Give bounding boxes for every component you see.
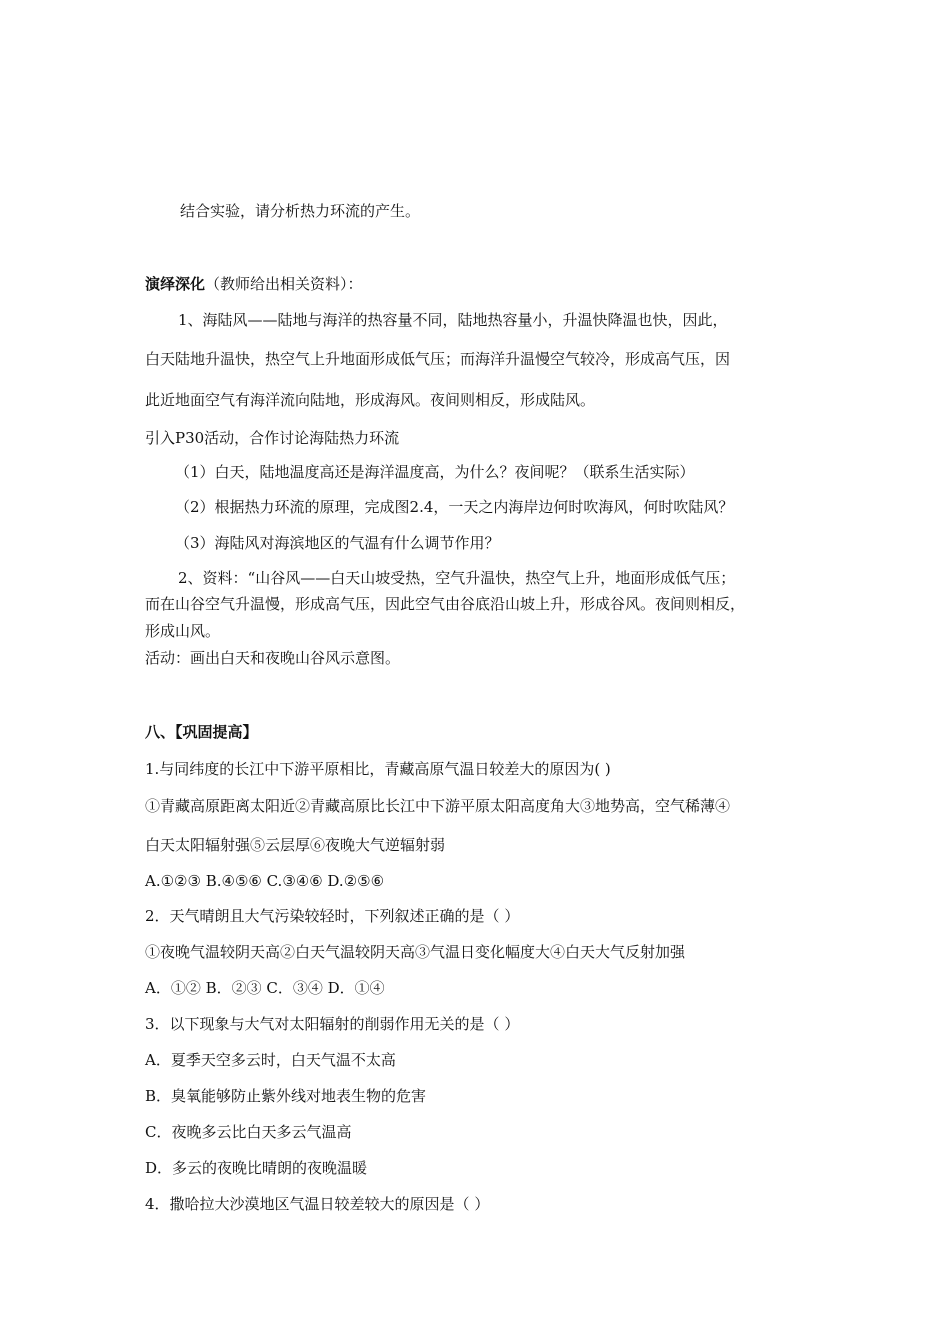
question-1-options-line-2: 白天太阳辐射强⑤云层厚⑥夜晚大气逆辐射弱 <box>145 836 446 854</box>
sea-land-breeze-line-3: 此近地面空气有海洋流向陆地，形成海风。夜间则相反，形成陆风。 <box>145 391 596 409</box>
valley-breeze-line-2: 而在山谷空气升温慢，形成高气压，因此空气由谷底沿山坡上升，形成谷风。夜间则相反， <box>145 595 746 613</box>
intro-text: 结合实验，请分析热力环流的产生。 <box>180 202 421 220</box>
question-2-stem: 2．天气晴朗且大气污染较轻时，下列叙述正确的是（ ） <box>145 907 520 925</box>
deduction-heading-line <box>145 274 363 294</box>
consolidation-heading: 八、【巩固提高】 <box>145 723 258 741</box>
valley-breeze-line-3: 形成山风。 <box>145 622 221 640</box>
sea-land-breeze-line-1: 1、海陆风——陆地与海洋的热容量不同，陆地热容量小，升温快降温也快，因此， <box>178 311 728 329</box>
drawing-activity: 活动：画出白天和夜晚山谷风示意图。 <box>145 649 401 667</box>
question-3-stem: 3．以下现象与大气对太阳辐射的削弱作用无关的是（ ） <box>145 1015 520 1033</box>
question-1-choices: A.①②③ B.④⑤⑥ C.③④⑥ D.②⑤⑥ <box>145 872 385 890</box>
sea-land-breeze-line-2: 白天陆地升温快，热空气上升地面形成低气压；而海洋升温慢空气较冷，形成高气压，因 <box>145 350 731 368</box>
deduction-heading: 演绎深化 <box>145 275 206 293</box>
question-2-options: ①夜晚气温较阴天高②白天气温较阴天高③气温日变化幅度大④白天大气反射加强 <box>145 943 686 961</box>
discussion-question-2: （2）根据热力环流的原理，完成图2.4，一天之内海岸边何时吹海风，何时吹陆风？ <box>175 498 734 516</box>
question-2-choices: A．①② B．②③ C．③④ D．①④ <box>145 979 385 997</box>
deduction-heading-note: （教师给出相关资料）： <box>205 275 363 293</box>
question-3-choice-d: D．多云的夜晚比晴朗的夜晚温暖 <box>145 1159 368 1177</box>
question-3-choice-b: B．臭氧能够防止紫外线对地表生物的危害 <box>145 1087 427 1105</box>
question-1-stem: 1.与同纬度的长江中下游平原相比，青藏高原气温日较差大的原因为( ) <box>145 760 611 778</box>
activity-intro: 引入P30活动，合作讨论海陆热力环流 <box>145 429 400 447</box>
discussion-question-3: （3）海陆风对海滨地区的气温有什么调节作用？ <box>175 534 500 552</box>
question-3-choice-a: A．夏季天空多云时，白天气温不太高 <box>145 1051 396 1069</box>
valley-breeze-line-1: 2、资料：“山谷风——白天山坡受热，空气升温快，热空气上升，地面形成低气压； <box>178 569 736 587</box>
question-1-options-line-1: ①青藏高原距离太阳近②青藏高原比长江中下游平原太阳高度角大③地势高，空气稀薄④ <box>145 797 731 815</box>
question-4-stem: 4．撒哈拉大沙漠地区气温日较差较大的原因是（ ） <box>145 1195 490 1213</box>
question-3-choice-c: C．夜晚多云比白天多云气温高 <box>145 1123 352 1141</box>
discussion-question-1: （1）白天，陆地温度高还是海洋温度高，为什么？夜间呢？（联系生活实际） <box>175 463 695 481</box>
